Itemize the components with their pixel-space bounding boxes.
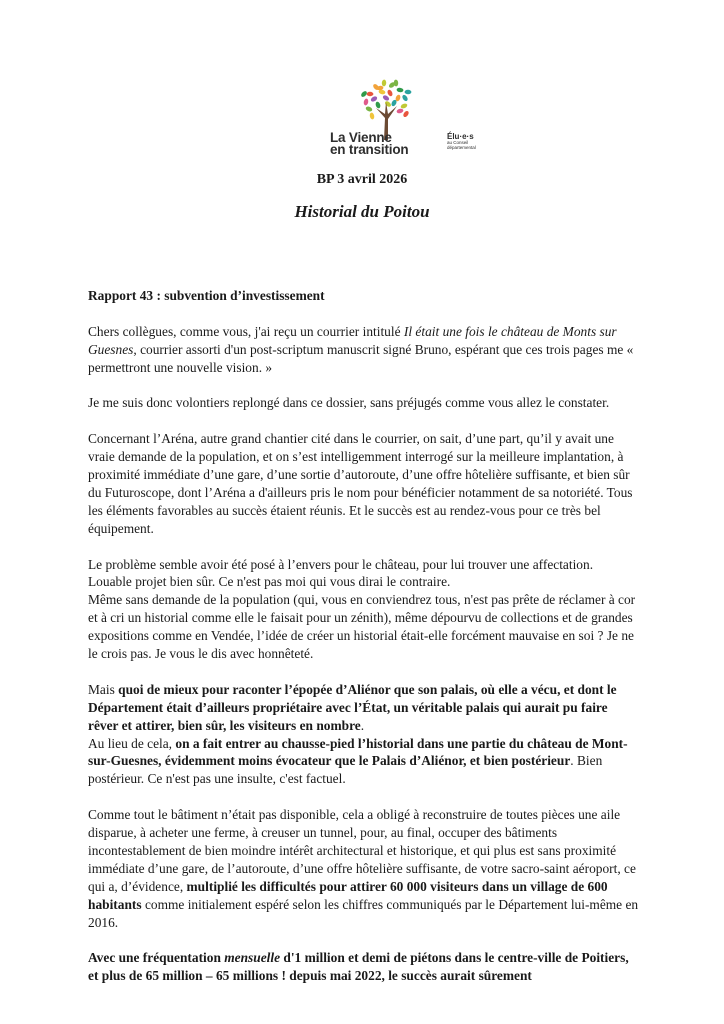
logo-title-line1: La Vienne [330, 130, 392, 145]
heading-text: Rapport 43 : subvention d’investissement [88, 288, 325, 303]
paragraph-2: Je me suis donc volontiers replongé dans ce dossier, sans préjugés comme vous allez le constater. [88, 395, 610, 411]
p5a-bold: quoi de mieux pour raconter l’épopée d’Aliénor que son palais, où elle a vécu, et dont le Département était d’ailleurs propriétaire avec l’État, un véritable palais qui aurait pu faire rêver et attirer, bien sûr, les visiteurs en nombre [88, 681, 617, 733]
paragraph-4c: Même sans demande de la population (qui, vous en conviendrez tous, n'est pas prête de réclamer à cor et à cri un historial comme elle le faisait pour un zénith), même dépourvu de collections et de grandes expositions comme en Vendée, l’idée de créer un historial était-elle forcément mauvaise en soi ? Je ne le crois pas. Je vous le dis avec honnêteté. [88, 592, 636, 662]
p1-title-italic: Il était une fois le château de Monts sur Guesnes [88, 323, 617, 357]
logo-sub-line2: au Conseil [447, 140, 469, 146]
tree-leaf [396, 108, 404, 114]
paragraph-5a [88, 681, 640, 735]
p7-bold-italic [224, 950, 280, 965]
paragraph-4a: Le problème semble avoir été posé à l’envers pour le château, pour lui trouver une affectation. [88, 556, 594, 572]
tree-leaf [401, 94, 409, 102]
tree-leaf [375, 101, 381, 109]
paragraph-5b [88, 735, 640, 789]
p1-text-c: , courrier assorti d'un post-scriptum manuscrit signé Bruno, espérant que ces trois pages me « permettront une nouvelle vision. » [88, 341, 634, 375]
paragraph-3: Concernant l’Aréna, autre grand chantier cité dans le courrier, on sait, d’une part, qu’il y avait une vraie demande de la population, et on s’est intelligemment interrogé sur la meilleure implantation, à proximité immédiate d’une gare, d’une sortie d’autoroute, d’une offre hôtelière suffisante, et bien sûr du Futuroscope, dont l’Aréna a d'ailleurs pris le nom pour bénéficier notamment de sa notoriété. Tous les éléments favorables au succès étaient réunis. Et le succès est au rendez-vous pour ce très bel équipement. [88, 431, 633, 536]
paragraph-6 [88, 806, 640, 931]
document-date: BP 3 avril 2026 [316, 172, 408, 187]
p6-text-c: comme initialement espéré selon les chiffres communiqués par le Département lui-même en 2016. [88, 896, 639, 930]
p7-italic: mensuelle [224, 950, 281, 966]
p7-bold-c: d'1 million et demi de piétons dans le centre-ville de Poitiers, et plus de 65 million – 65 millions ! depuis mai 2022, le succès aurait sûrement [88, 950, 629, 984]
p6-bold: multiplié les difficultés pour attirer 60 000 visiteurs dans un village de 600 habitants [88, 878, 608, 912]
tree-leaf [382, 94, 390, 101]
logo-title-line2: en transition [330, 142, 409, 157]
p5b-text-3: . Bien postérieur. Ce n'est pas une insulte, c'est factuel. [88, 753, 603, 787]
p6-text-a: Comme tout le bâtiment n’était pas disponible, cela a obligé à reconstruire de toutes pièces une aile disparue, à acheter une ferme, à creuser un tunnel, pour, au final, occuper des bâtiments incontestablement de bien moindre intérêt architectural et historique, et qui plus est sans proximité immédiate d’une gare, de l’autoroute, d’une offre hôtelière suffisante, de votre sacro-saint aéroport, ce qui a, d’évidence, [88, 807, 636, 894]
paragraph-1 [88, 323, 640, 377]
p5a-text-1: Mais [88, 681, 119, 697]
logo-subtitle [447, 133, 505, 151]
tree-leaf [365, 106, 373, 113]
logo-sub-line1: Élu·e·s [447, 132, 474, 141]
tree-leaf [396, 87, 403, 92]
p5a-text-3: . [360, 717, 365, 733]
p5b-bold: on a fait entrer au chausse-pied l’historial dans une partie du château de Mont-sur-Guesnes, évidemment moins évocateur que le Palais d’Aliénor, et bien postérieur [88, 735, 628, 769]
p5b-text-1: Au lieu de cela, [88, 735, 176, 751]
tree-leaf [400, 103, 408, 110]
logo [330, 78, 476, 164]
paragraph-4b: Louable projet bien sûr. Ce n'est pas moi qui vous dirai le contraire. [88, 574, 451, 590]
p1-text-a: Chers collègues, comme vous, j'ai reçu un courrier intitulé [88, 323, 404, 339]
tree-leaf [386, 89, 393, 97]
tree-leaf [384, 100, 392, 108]
p7-bold-a: Avec une fréquentation [88, 950, 225, 966]
tree-leaf [369, 112, 375, 120]
document-title: Historial du Poitou [294, 202, 430, 221]
tree-leaf [363, 98, 369, 106]
document-body [88, 287, 640, 985]
tree-leaf [405, 90, 412, 95]
tree-leaf [402, 110, 410, 118]
logo-sub-line3: départemental [447, 145, 476, 151]
section-heading [88, 287, 640, 305]
tree-leaf [370, 95, 378, 102]
paragraph-7 [88, 949, 640, 985]
tree-leaf [367, 92, 374, 96]
tree-leaf [382, 79, 387, 86]
